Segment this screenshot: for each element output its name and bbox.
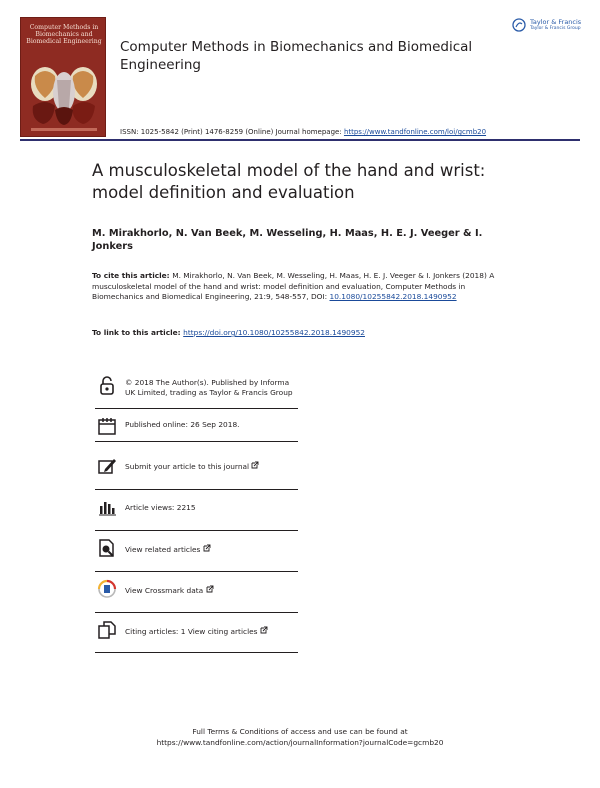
license-row	[97, 376, 297, 412]
crossmark-link[interactable]	[125, 585, 315, 596]
citing-articles-label: Citing articles: 1 View citing articles	[125, 627, 258, 636]
published-row	[97, 416, 297, 438]
link-label: To link to this article:	[92, 328, 184, 337]
related-articles-row[interactable]	[97, 538, 297, 560]
related-articles-link[interactable]	[125, 544, 315, 555]
divider	[95, 441, 298, 442]
external-link-icon	[206, 585, 214, 593]
article-authors: M. Mirakhorlo, N. Van Beek, M. Wesseling, H. Maas, H. E. J. Veeger & I. Jonkers	[92, 228, 483, 252]
submit-article-label: Submit your article to this journal	[125, 462, 250, 471]
footer-terms-link[interactable]: https://www.tandfonline.com/action/journalInformation?journalCode=gcmb20	[156, 738, 444, 747]
crossmark-row[interactable]	[97, 579, 297, 601]
journal-title: Computer Methods in Biomechanics and Biomedical Engineering	[120, 39, 473, 73]
external-link-icon	[251, 461, 259, 469]
divider	[95, 652, 298, 653]
citing-articles-row[interactable]	[97, 620, 297, 642]
divider	[95, 408, 298, 409]
publisher-name: Taylor & Francis	[530, 18, 582, 26]
views-row	[97, 497, 297, 519]
publisher-group: Taylor & Francis Group	[530, 26, 581, 31]
divider	[95, 530, 298, 531]
header-divider	[20, 139, 580, 141]
cover-title: Computer Methods in Biomechanics and Biomedical Engineering	[26, 24, 102, 45]
edit-icon	[97, 456, 117, 476]
crossmark-icon	[97, 579, 117, 599]
divider	[95, 612, 298, 613]
published-date: Published online: 26 Sep 2018.	[125, 420, 240, 429]
submit-article-row[interactable]	[97, 456, 297, 478]
article-doi-link[interactable]: https://doi.org/10.1080/10255842.2018.1490952	[183, 328, 365, 337]
citation-text: M. Mirakhorlo, N. Van Beek, M. Wesseling, H. Maas, H. E. J. Veeger & I. Jonkers (2018) A musculoskeletal model of the hand and wrist: model definition and evaluation, Computer Methods in Biomechanics and Biomedical Engineering, 21:9, 548-557, DOI:	[92, 271, 495, 301]
citation-doi-link[interactable]: 10.1080/10255842.2018.1490952	[329, 292, 457, 301]
copy-documents-icon	[97, 620, 117, 640]
citation-label: To cite this article:	[92, 271, 173, 280]
citation-block	[92, 271, 510, 303]
cover-footer-band	[31, 128, 97, 131]
external-link-icon	[203, 544, 211, 552]
journal-cover-image	[20, 17, 106, 137]
footer-terms-text: Full Terms & Conditions of access and use can be found at	[192, 727, 408, 736]
article-title: A musculoskeletal model of the hand and wrist: model definition and evaluation	[92, 161, 486, 202]
footer	[100, 726, 500, 748]
publisher-logo	[512, 16, 584, 36]
divider	[95, 571, 298, 572]
publisher-logo-icon	[512, 18, 526, 32]
divider	[95, 489, 298, 490]
bar-chart-icon	[97, 497, 117, 517]
article-link-line	[92, 328, 365, 337]
cover-artwork	[27, 62, 101, 126]
related-articles-label: View related articles	[125, 545, 201, 554]
submit-article-link[interactable]	[125, 461, 315, 472]
crossmark-label: View Crossmark data	[125, 586, 204, 595]
search-document-icon	[97, 538, 117, 558]
journal-homepage-link[interactable]: https://www.tandfonline.com/loi/gcmb20	[343, 128, 487, 136]
issn-line	[120, 128, 486, 136]
citing-articles-link[interactable]	[125, 626, 315, 637]
issn-text: ISSN: 1025-5842 (Print) 1476-8259 (Online) Journal homepage:	[120, 128, 344, 136]
external-link-icon	[260, 626, 268, 634]
article-views: Article views: 2215	[125, 503, 196, 512]
open-access-lock-icon	[97, 376, 117, 396]
calendar-icon	[97, 416, 117, 436]
license-text: © 2018 The Author(s). Published by Informa UK Limited, trading as Taylor & Francis Group	[125, 378, 293, 397]
